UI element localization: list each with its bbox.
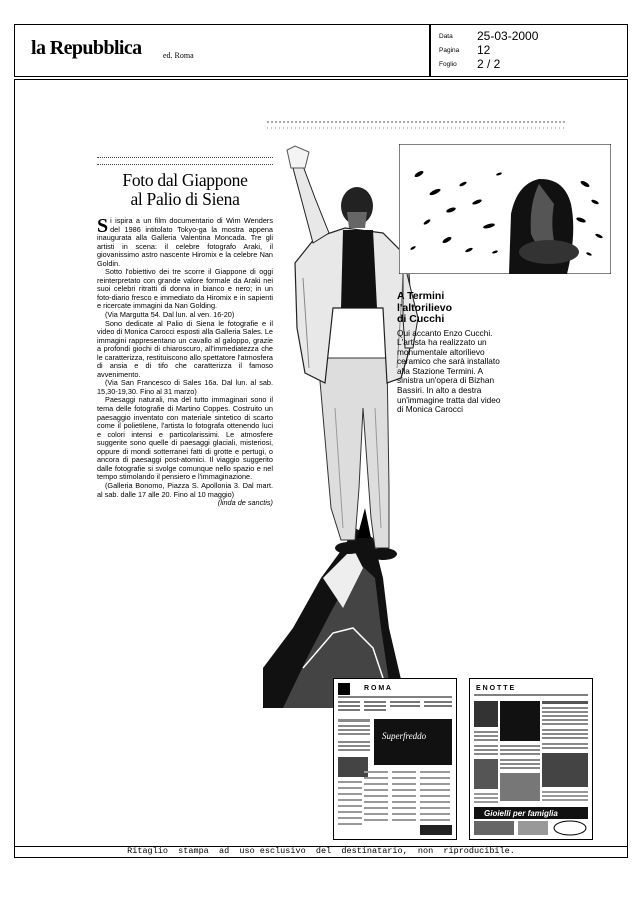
copyright-footer: Ritaglio stampa ad uso esclusivo del destinatario, non riproducibile. [14, 846, 628, 858]
abstract-artwork-photo [399, 144, 611, 274]
foglio-label: Foglio [439, 61, 457, 68]
article-body [97, 217, 273, 508]
pagina-label: Pagina [439, 47, 460, 54]
data-value: 25-03-2000 [477, 29, 539, 43]
thumbnail-left-header: R O M A [364, 685, 391, 692]
thumbnail-right-header: E N O T T E [476, 685, 515, 692]
caption-title-line: di Cucchi [397, 313, 445, 325]
data-label: Data [439, 33, 453, 40]
drop-cap: S [97, 215, 109, 237]
thumbnail-right-banner: Gioielli per famiglia [484, 809, 558, 818]
article-title-line: Foto dal Giappone [122, 170, 248, 190]
thumbnail-left-graphic [334, 679, 456, 839]
article-signature: (linda de sanctis) [217, 498, 273, 508]
page-thumbnail-right [469, 678, 593, 840]
caption-title-line: A Termini [397, 290, 445, 302]
article-paragraph: (Via San Francesco di Sales 16a. Dal lun. al sab. 15,30-19,30. Fino al 31 marzo) [97, 378, 273, 396]
article-paragraph: Sotto l'obiettivo dei tre scorre il Giappone di oggi reinterpretato con grande valore formale da Araki nei suoi celebri ritratti di donna in bianco e nero; in un foto-diario fresco e immediato da Hiromix e in sapienti e ricercate immagini da Nan Golding. [97, 267, 273, 311]
page-thumbnail-left [333, 678, 457, 840]
masthead [14, 24, 628, 77]
article-paragraph: (Via Margutta 54. Dal lun. al ven. 16-20) [105, 310, 235, 320]
article-title [97, 171, 273, 209]
article-title-line: al Palio di Siena [130, 189, 240, 209]
photo-caption [397, 291, 507, 415]
thumbnail-right-graphic [470, 679, 592, 839]
caption-title-line: l'altorilievo [397, 301, 453, 314]
foglio-value: 2 / 2 [477, 57, 501, 71]
article-paragraph: (Galleria Bonomo, Piazza S. Apollonia 3. Dal mart. al sab. dalle 17 alle 20. Fino al 10 maggio) [97, 480, 273, 499]
article-top-rule [97, 157, 273, 165]
article-paragraph: i ispira a un film documentario di Wim Wenders del 1986 intitolato Tokyo-ga la mostra appena inaugurata alla Galleria Valentina Moncada. Tre gli artisti in scena: il celebre fotografo Araki, il giovanissimo astro nascente Hiromix e la celebre Nan Goldin. [97, 216, 273, 268]
svg-text:Superfreddo: Superfreddo [382, 731, 427, 741]
edition-label: ed. Roma [163, 51, 194, 60]
article-paragraph: Sono dedicate al Palio di Siena le fotografie e il video di Monica Carocci esposti alla Galleria Sales. Le immagini rappresentano un cavallo al galoppo, grazie a profondi giochi di chiaroscuro, all'immediatezza che le caratterizza, restituiscono allo spettatore l'atmosfera di ansia e di tifo che caratterizza il famoso avvenimento. [97, 318, 273, 379]
newspaper-logo: la Repubblica [31, 37, 142, 59]
header-divider [429, 25, 431, 76]
caption-title [397, 291, 507, 326]
article-paragraph: Paesaggi naturali, ma del tutto immaginari sono il tema delle fotografie di Martino Coppes. Costruito un paesaggio inventato con materiale sintetico di scarto come il polietilene, l'artista lo fotografa ottenendo luci e colori intensi e particolarissimi. Le atmosfere suggerite sono quelle di paesaggi glaciali, misteriosi, oppure di mondi sotterranei fatti di grotte e pertugi, o ancora di paesaggi post-atomici. Il viaggio suggerito dalle fotografie si svolge comunque nello spazio e nel tempo stimolando il pensiero e l'immaginazione. [97, 395, 273, 482]
clipping-frame [14, 79, 628, 847]
article [97, 157, 273, 508]
caption-body: Qui accanto Enzo Cucchi. L'artista ha realizzato un monumentale altorilievo ceramico che sarà installato alla Stazione Termini. A sinistra un'opera di Bizhan Bassiri. In alto a destra un'immagine tratta dal video di Monica Carocci [397, 327, 501, 415]
pagina-value: 12 [477, 43, 491, 57]
